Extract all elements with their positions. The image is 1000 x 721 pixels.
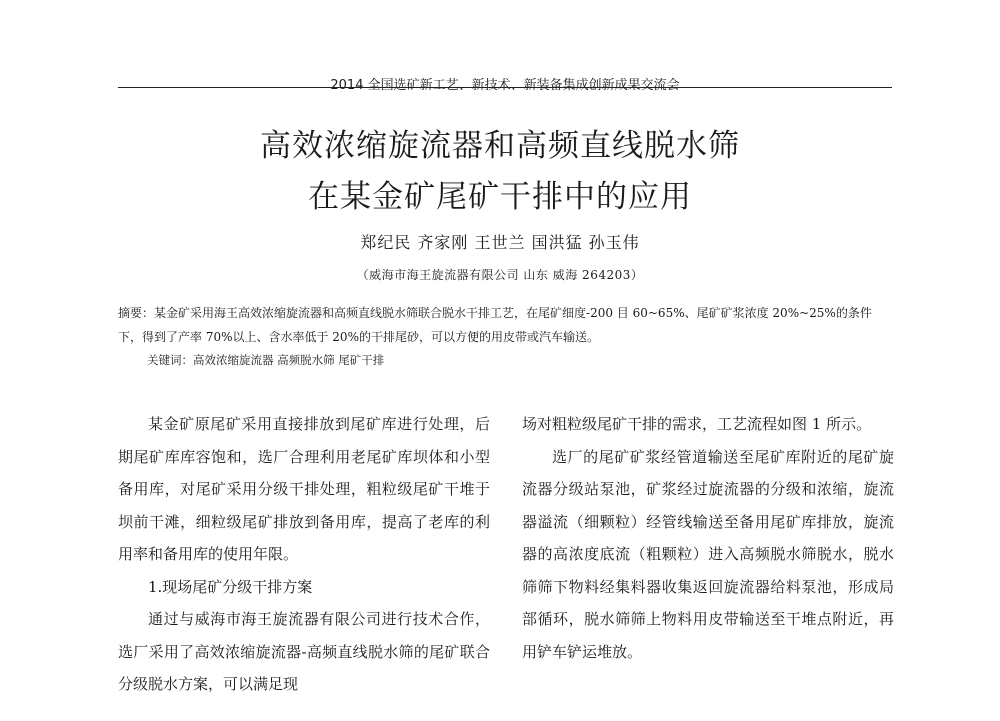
authors: 郑纪民 齐家刚 王世兰 国洪猛 孙玉伟	[360, 233, 640, 252]
body-column-left	[118, 408, 490, 701]
keywords-label: 关键词：	[147, 353, 193, 367]
paragraph: 某金矿原尾矿采用直接排放到尾矿库进行处理，后期尾矿库库容饱和，选厂合理利用老尾矿库坝体和小型备用库，对尾矿采用分级干排处理，粗粒级尾矿干堆于坝前干滩，细粒级尾矿排放到备用库，提高了老库的利用率和备用库的使用年限。	[118, 415, 490, 563]
paragraph: 选厂的尾矿矿浆经管道输送至尾矿库附近的尾矿旋流器分级站泵池，矿浆经过旋流器的分级和浓缩，旋流器溢流（细颗粒）经管线输送至备用尾矿库排放，旋流器的高浓度底流（粗颗粒）进入高频脱水筛脱水，脱水筛筛下物料经集料器收集返回旋流器给料泵池，形成局部循环，脱水筛筛上物料用皮带输送至干堆点附近，再用铲车铲运堆放。	[522, 447, 894, 661]
section-heading: 1.现场尾矿分级干排方案	[148, 577, 313, 596]
paper-title-line1: 高效浓缩旋流器和高频直线脱水筛	[260, 128, 740, 164]
paragraph: 通过与威海市海王旋流器有限公司进行技术合作，选厂采用了高效浓缩旋流器-高频直线脱水筛的尾矿联合分级脱水方案，可以满足现	[118, 610, 490, 693]
affiliation: （威海市海王旋流器有限公司 山东 威海 264203）	[356, 268, 644, 282]
abstract-text: 某金矿采用海王高效浓缩旋流器和高频直线脱水筛联合脱水干排工艺，在尾矿细度-200 目 60~65%、尾矿矿浆浓度 20%~25%的条件下，得到了产率 70%以上、含水率低于 20%的干排尾砂，可以方便的用皮带或汽车输送。	[118, 306, 872, 344]
abstract-label: 摘要：	[118, 306, 155, 320]
abstract	[118, 301, 892, 349]
conference-header: 2014 全国选矿新工艺、新技术、新装备集成创新成果交流会	[330, 78, 680, 93]
keywords	[147, 352, 384, 368]
header-rule	[118, 87, 892, 88]
body-column-right	[522, 408, 894, 668]
paragraph: 场对粗粒级尾矿干排的需求，工艺流程如图 1 所示。	[522, 415, 872, 433]
keywords-text: 高效浓缩旋流器 高频脱水筛 尾矿干排	[193, 353, 385, 367]
paper-title-line2: 在某金矿尾矿干排中的应用	[308, 179, 692, 215]
